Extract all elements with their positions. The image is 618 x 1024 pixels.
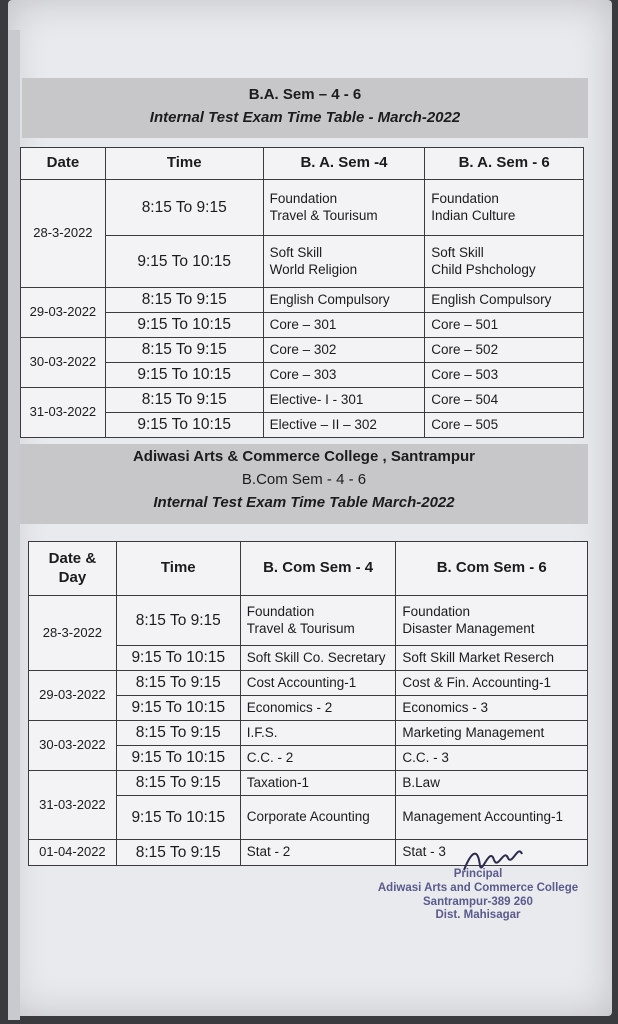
time-cell: 8:15 To 9:15 [105,180,263,236]
date-cell: 29-03-2022 [21,288,106,338]
subject-cell: Stat - 2 [240,840,396,866]
stamp-district: Dist. Mahisagar [435,909,521,922]
header-sem6: B. Com Sem - 6 [396,542,588,596]
bcom-title-band [20,444,588,524]
time-cell: 9:15 To 10:15 [105,413,263,438]
header-date-day: Date & Day [29,542,117,596]
date-cell: 28-3-2022 [29,596,117,671]
subject-cell: Foundation Indian Culture [425,180,584,236]
subject-cell: Foundation Travel & Tourisum [263,180,425,236]
subject-cell: Elective – II – 302 [263,413,425,438]
subject-cell: Stat - 3 [396,840,588,866]
subject-cell: B.Law [396,771,588,796]
subject-cell: Soft Skill World Religion [263,236,425,288]
table-row [21,363,584,388]
subject-cell: Soft Skill Child Pshchology [425,236,584,288]
time-cell: 9:15 To 10:15 [116,696,240,721]
time-cell: 9:15 To 10:15 [105,363,263,388]
header-sem4: B. Com Sem - 4 [240,542,396,596]
subject-cell: Core – 502 [425,338,584,363]
table-row [21,180,584,236]
header-date: Date [21,148,106,180]
date-cell: 30-03-2022 [29,721,117,771]
subject-cell: I.F.S. [240,721,396,746]
ba-subheading: Internal Test Exam Time Table - March-2022 [149,109,461,126]
subject-cell: Taxation-1 [240,771,396,796]
time-cell: 8:15 To 9:15 [116,840,240,866]
table-row [21,338,584,363]
subject-cell: Management Accounting-1 [396,796,588,840]
stamp-title: Principal [453,868,503,880]
bcom-subheading: Internal Test Exam Time Table March-2022 [153,494,455,511]
table-header-row [21,148,584,180]
subject-cell: Marketing Management [396,721,588,746]
time-cell: 9:15 To 10:15 [116,646,240,671]
document-page [8,0,612,1016]
subject-cell: Core – 505 [425,413,584,438]
ba-title-band [22,78,588,138]
subject-cell: Core – 503 [425,363,584,388]
table-row [21,313,584,338]
table-row [29,721,588,746]
subject-cell: Elective- I - 301 [263,388,425,413]
time-cell: 8:15 To 9:15 [116,671,240,696]
table-row [29,596,588,646]
header-time: Time [116,542,240,596]
subject-cell: Foundation Travel & Tourisum [240,596,396,646]
table-row [21,388,584,413]
subject-cell: Core – 501 [425,313,584,338]
subject-cell: Core – 302 [263,338,425,363]
subject-cell: Economics - 3 [396,696,588,721]
subject-cell: Corporate Acounting [240,796,396,840]
time-cell: 9:15 To 10:15 [116,746,240,771]
college-name: Adiwasi Arts & Commerce College , Santrampur [132,448,476,465]
time-cell: 8:15 To 9:15 [116,721,240,746]
date-cell: 31-03-2022 [29,771,117,840]
subject-cell: Core – 301 [263,313,425,338]
subject-cell: Soft Skill Co. Secretary [240,646,396,671]
ba-timetable [20,147,584,438]
time-cell: 8:15 To 9:15 [105,388,263,413]
time-cell: 8:15 To 9:15 [105,288,263,313]
time-cell: 9:15 To 10:15 [116,796,240,840]
date-cell: 01-04-2022 [29,840,117,866]
stamp-college: Adiwasi Arts and Commerce College [377,881,579,894]
subject-cell: Foundation Disaster Management [396,596,588,646]
subject-cell: Core – 504 [425,388,584,413]
stamp-address: Santrampur-389 260 [423,895,533,908]
bcom-heading: B.Com Sem - 4 - 6 [241,471,367,488]
principal-stamp [373,868,583,923]
header-sem4: B. A. Sem -4 [263,148,425,180]
time-cell: 9:15 To 10:15 [105,236,263,288]
table-row [29,771,588,796]
subject-cell: Cost Accounting-1 [240,671,396,696]
subject-cell: Core – 303 [263,363,425,388]
subject-cell: C.C. - 3 [396,746,588,771]
subject-cell: English Compulsory [263,288,425,313]
subject-cell: Cost & Fin. Accounting-1 [396,671,588,696]
subject-cell: Soft Skill Market Reserch [396,646,588,671]
date-cell: 30-03-2022 [21,338,106,388]
table-row [21,288,584,313]
date-cell: 31-03-2022 [21,388,106,438]
time-cell: 8:15 To 9:15 [105,338,263,363]
ba-heading: B.A. Sem – 4 - 6 [248,86,362,103]
bcom-timetable [28,541,588,866]
table-row [21,413,584,438]
time-cell: 9:15 To 10:15 [105,313,263,338]
table-row [29,671,588,696]
time-cell: 8:15 To 9:15 [116,596,240,646]
page-edge [8,30,20,1020]
table-header-row [29,542,588,596]
header-sem6: B. A. Sem - 6 [425,148,584,180]
subject-cell: Economics - 2 [240,696,396,721]
subject-cell: C.C. - 2 [240,746,396,771]
date-cell: 29-03-2022 [29,671,117,721]
header-time: Time [105,148,263,180]
subject-cell: English Compulsory [425,288,584,313]
table-row [21,236,584,288]
time-cell: 8:15 To 9:15 [116,771,240,796]
date-cell: 28-3-2022 [21,180,106,288]
